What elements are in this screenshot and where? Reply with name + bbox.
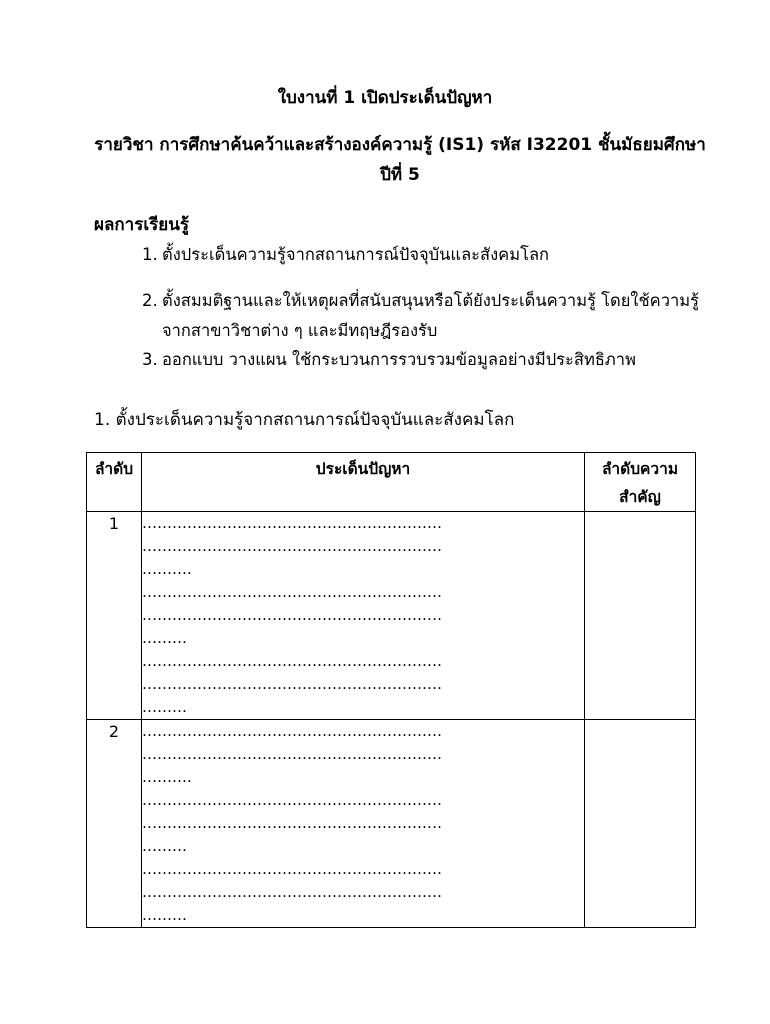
dotted-line: ……………………………………………………	[142, 652, 442, 670]
dotted-line: ……………………………………………………	[142, 514, 442, 532]
learning-outcomes-heading: ผลการเรียนรู้	[94, 215, 190, 235]
priority-cell[interactable]	[585, 512, 696, 720]
table-row	[87, 512, 696, 720]
outcome-text: ออกแบบ วางแผน ใช้กระบวนการรวบรวมข้อมูลอย่างมีประสิทธิภาพ	[162, 350, 636, 369]
outcome-number: 1.	[142, 245, 158, 264]
dotted-line: ……………………………………………………	[142, 860, 442, 878]
dotted-line: ……………………………………………………	[142, 606, 442, 624]
dotted-line: ……………………………………………………	[142, 537, 442, 555]
learning-outcome-item	[142, 345, 712, 375]
issues-table	[86, 452, 696, 928]
subject-line: รายวิชา การศึกษาค้นคว้าและสร้างองค์ความรู้ (IS1) รหัส I32201 ชั้นมัธยมศึกษาปีที่ 5	[94, 135, 706, 185]
priority-cell[interactable]	[585, 720, 696, 928]
outcome-number: 2.	[142, 291, 158, 310]
dotted-line: ………	[142, 629, 187, 647]
dotted-line: ……………………………………………………	[142, 791, 442, 809]
dotted-line: ……………………………………………………	[142, 583, 442, 601]
issue-fill-area[interactable]	[142, 512, 585, 720]
table-row	[87, 720, 696, 928]
header-issue: ประเด็นปัญหา	[142, 453, 585, 512]
header-priority: ลำดับความสำคัญ	[585, 453, 696, 512]
outcome-text: ตั้งสมมติฐานและให้เหตุผลที่สนับสนุนหรือโต้ยังประเด็นความรู้ โดยใช้ความรู้จากสาขาวิชาต่าง ๆ และมีทฤษฎีรองรับ	[162, 291, 699, 340]
dotted-line: ……………………………………………………	[142, 675, 442, 693]
table-header-row	[87, 453, 696, 512]
row-number: 2	[87, 720, 142, 928]
dotted-line: ………	[142, 906, 187, 924]
section-title: 1. ตั้งประเด็นความรู้จากสถานการณ์ปัจจุบันและสังคมโลก	[94, 410, 515, 430]
learning-outcome-item	[142, 286, 712, 346]
outcome-text: ตั้งประเด็นความรู้จากสถานการณ์ปัจจุบันและสังคมโลก	[162, 245, 550, 264]
outcome-number: 3.	[142, 350, 158, 369]
dotted-line: ……………………………………………………	[142, 814, 442, 832]
dotted-line: ………	[142, 837, 187, 855]
dotted-line: ……………………………………………………	[142, 722, 442, 740]
dotted-line: ………	[142, 698, 187, 716]
learning-outcome-item	[142, 240, 712, 270]
dotted-line: ……….	[142, 768, 192, 786]
dotted-line: ……………………………………………………	[142, 883, 442, 901]
dotted-line: ……………………………………………………	[142, 745, 442, 763]
issue-fill-area[interactable]	[142, 720, 585, 928]
header-order: ลำดับ	[87, 453, 142, 512]
dotted-line: ……….	[142, 560, 192, 578]
worksheet-title: ใบงานที่ 1 เปิดประเด็นปัญหา	[277, 88, 493, 108]
row-number: 1	[87, 512, 142, 720]
